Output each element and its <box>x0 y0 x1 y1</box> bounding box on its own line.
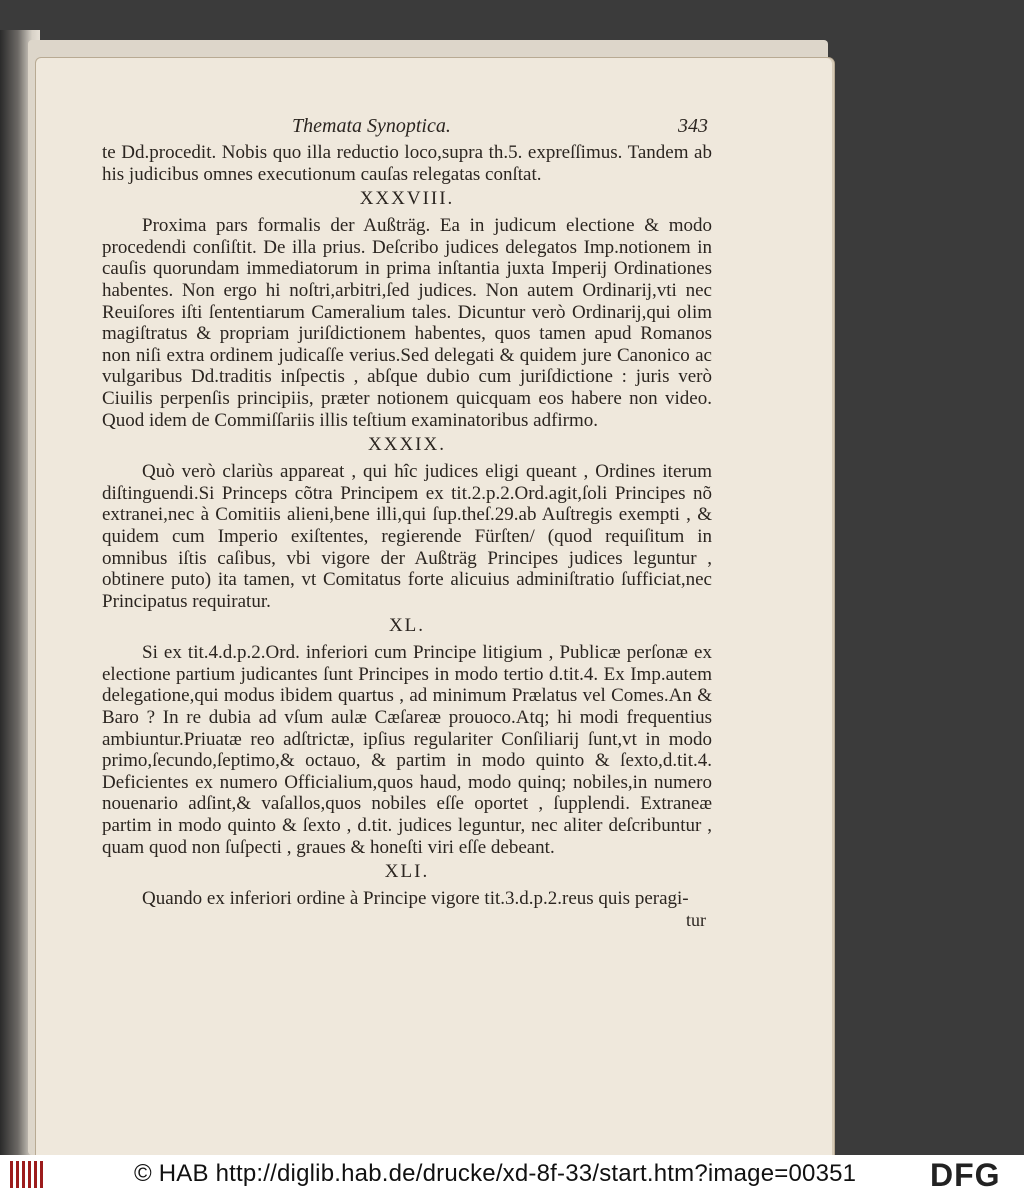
paragraph: Quando ex inferiori ordine à Principe vigore tit.3.d.p.2.reus quis peragi- <box>142 888 689 910</box>
footer-bar <box>0 1155 1024 1194</box>
credit-link[interactable]: © HAB http://diglib.hab.de/drucke/xd-8f-33/start.htm?image=00351 <box>134 1160 857 1187</box>
section-heading: XXXIX. <box>368 434 446 456</box>
paragraph: te Dd.procedit. Nobis quo illa reductio loco,supra th.5. expreſſimus. Tandem ab his judicibus omnes executionum cauſas relegatas conſtat. <box>102 142 712 185</box>
dfg-logo: DFG <box>930 1157 1001 1193</box>
page-number: 343 <box>678 115 708 137</box>
running-title: Themata Synoptica. <box>292 115 451 137</box>
catchword: tur <box>686 909 706 930</box>
book-page <box>36 58 834 1155</box>
section-heading: XL. <box>388 615 426 637</box>
section-heading: XXXVIII. <box>359 188 455 210</box>
paragraph: Proxima pars formalis der Außträg. Ea in judicum electione & modo procedendi conſiſtit. De illa prius. Deſcribo judices delegatos Imp.notionem in cauſis quorundam immediatorum in prima inſtantia juxta Imperij Ordinationes habentes. Non ergo hi noſtri,arbitri,ſed judices. Non autem Ordinarij,vti nec Reuiſores iſti ſententiarum Cameralium tales. Dicuntur verò Ordinarij,qui olim magiſtratus & propriam juriſdictionem habentes, quos tamen apud Romanos non niſi extra ordinem judicaſſe verius.Sed delegati & quidem jure Canonico ac vulgaribus Dd.traditis inſpectis , abſque dubio cum juriſdictione : juris verò Ciuilis perpenſis principiis, præter notionem quicquam eos habere non video. Quod idem de Commiſſariis illis teſtium examinatoribus adfirmo. <box>102 215 712 431</box>
paragraph: Si ex tit.4.d.p.2.Ord. inferiori cum Principe litigium , Publicæ perſonæ ex electione partium judicantes ſunt Principes in modo tertio d.tit.4. Ex Imp.autem delegatione,qui modus ibidem quartus , ad minimum Prælatus vel Comes.An & Baro ? In re dubia ad vſum aulæ Cæſareæ prouoco.Atq; hi modi frequentius ambiuntur.Priuatæ reo adſtrictæ, ipſius regulariter Conſiliarij ſunt,vt in modo primo,ſecundo,ſeptimo,& octauo, & partim in modo quinto & ſexto,d.tit.4. Deficientes ex numero Officialium,quos haud, modo quinq; nobiles,in numero nouenario adſint,& vaſallos,quos nobiles eſſe oportet , ſupplendi. Extraneæ partim in modo quinto & ſexto , d.tit. judices leguntur, nec aliter deſcribuntur , quam quod non ſuſpecti , graues & honeſti viri eſſe debeant. <box>102 642 712 858</box>
hab-logo-icon <box>8 1159 44 1190</box>
section-heading: XLI. <box>384 861 430 883</box>
text-blocks <box>102 142 712 931</box>
paragraph: Quò verò clariùs appareat , qui hîc judices eligi queant , Ordines iterum diſtinguendi.Si Princeps cõtra Principem ex tit.2.p.2.Ord.agit,ſoli Principes nõ extranei,nec à Comitiis alieni,bene illi,qui ſup.theſ.29.ab Auſtregis exempti , & quidem cum Imperio exiſtentes, regierende Fürſten/ (quod requiſitum in omnibus iſtis caſibus, vbi vigore der Außträg Principes judices leguntur , obtinere puto) ita tamen, vt Comitatus forte alicuius adminiſtratio ſufficiat,nec Principatus requiratur. <box>102 461 712 612</box>
page-text <box>102 116 712 931</box>
running-head <box>102 116 712 142</box>
